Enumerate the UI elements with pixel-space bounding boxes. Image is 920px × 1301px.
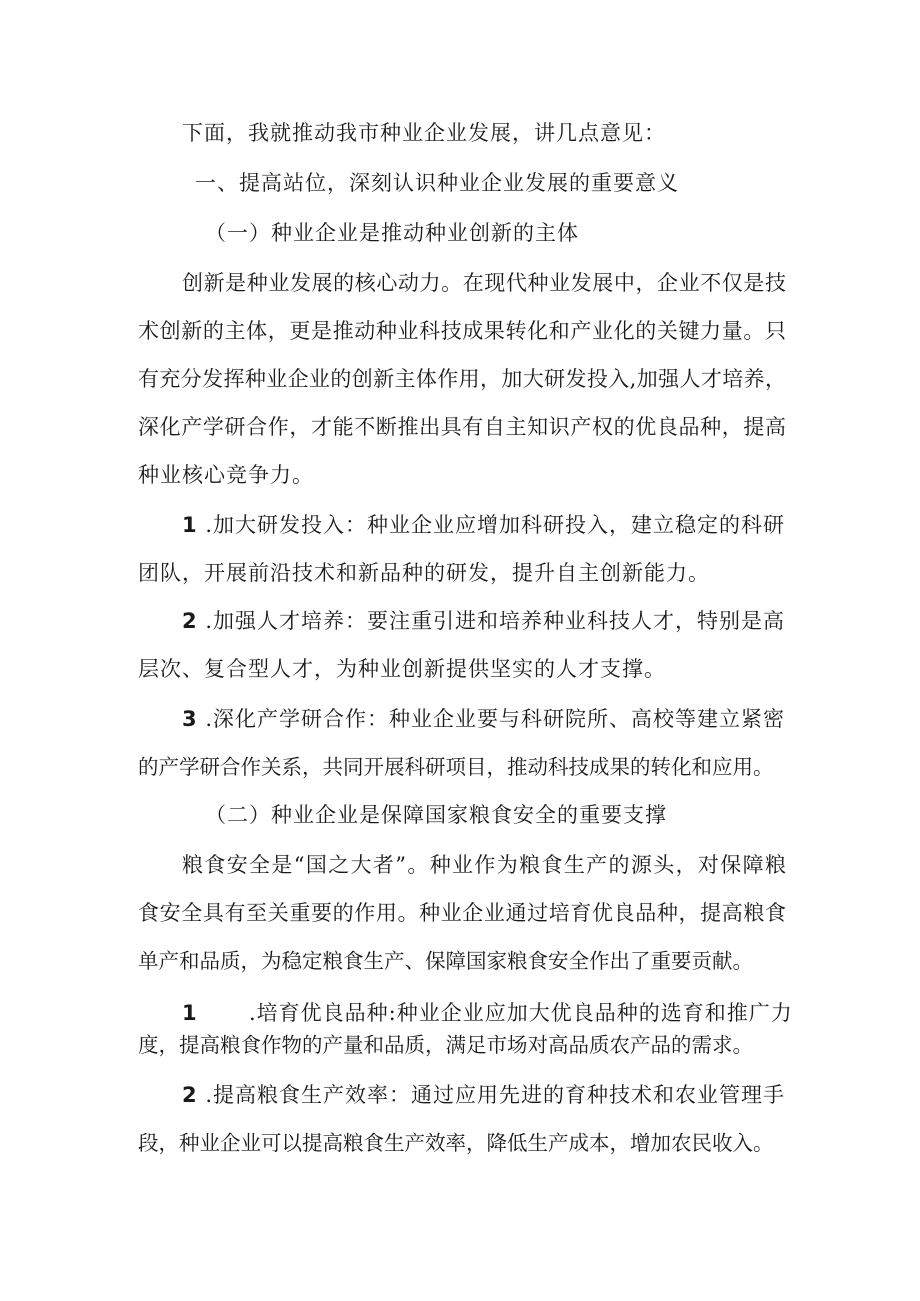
list-item xyxy=(182,510,785,540)
item-text: .加大研发投入：种业企业应增加科研投入，建立稳定的科研 xyxy=(205,513,785,537)
item-text: .深化产学研合作：种业企业要与科研院所、高校等建立紧密 xyxy=(205,707,785,731)
paragraph-line: 术创新的主体，更是推动种业科技成果转化和产业化的关键力量。只 xyxy=(138,319,786,343)
paragraph-line: 深化产学研合作，才能不断推出具有自主知识产权的优良品种，提高 xyxy=(138,415,786,439)
paragraph-line: 创新是种业发展的核心动力。在现代种业发展中，企业不仅是技 xyxy=(182,271,786,295)
intro-text: 下面，我就推动我市种业企业发展，讲几点意见： xyxy=(182,121,666,145)
subsection-heading-2: （二）种业企业是保障国家粮食安全的重要支撑 xyxy=(205,803,667,827)
paragraph-line: 有充分发挥种业企业的创新主体作用，加大研发投入,加强人才培养， xyxy=(138,367,786,391)
paragraph-line: 食安全具有至关重要的作用。种业企业通过培育优良品种，提高粮食 xyxy=(138,901,786,925)
item-number: 2 xyxy=(182,609,198,633)
list-item-continuation: 段，种业企业可以提高粮食生产效率，降低生产成本，增加农民收入。 xyxy=(138,1131,774,1155)
item-text: .提高粮食生产效率：通过应用先进的育种技术和农业管理手 xyxy=(205,1083,785,1107)
item-number: 1 xyxy=(182,513,198,537)
item-number: 1 xyxy=(182,1001,198,1025)
list-item xyxy=(182,704,785,734)
item-text: .加强人才培养：要注重引进和培养种业科技人才，特别是高 xyxy=(205,609,785,633)
list-item xyxy=(182,606,785,636)
list-item-continuation: 的产学研合作关系，共同开展科研项目，推动科技成果的转化和应用。 xyxy=(138,755,774,779)
item-number: 2 xyxy=(182,1083,198,1107)
list-item xyxy=(182,1080,785,1110)
item-text: .培育优良品种:种业企业应加大优良品种的选育和推广力 xyxy=(249,1001,793,1025)
list-item-continuation: 层次、复合型人才，为种业创新提供坚实的人才支撑。 xyxy=(138,657,666,681)
list-item xyxy=(182,998,793,1028)
list-item-continuation: 度，提高粮食作物的产量和品质，满足市场对高品质农产品的需求。 xyxy=(138,1033,753,1057)
subsection-heading-1: （一）种业企业是推动种业创新的主体 xyxy=(205,221,579,245)
paragraph-line: 粮食安全是“国之大者”。种业作为粮食生产的源头，对保障粮 xyxy=(182,853,786,877)
list-item-continuation: 团队，开展前沿技术和新品种的研发，提升自主创新能力。 xyxy=(138,561,710,585)
item-number: 3 xyxy=(182,707,198,731)
paragraph-line: 单产和品质，为稳定粮食生产、保障国家粮食安全作出了重要贡献。 xyxy=(138,949,753,973)
section-heading-1: 一、提高站位，深刻认识种业企业发展的重要意义 xyxy=(195,171,679,195)
paragraph-line: 种业核心竞争力。 xyxy=(138,463,314,487)
